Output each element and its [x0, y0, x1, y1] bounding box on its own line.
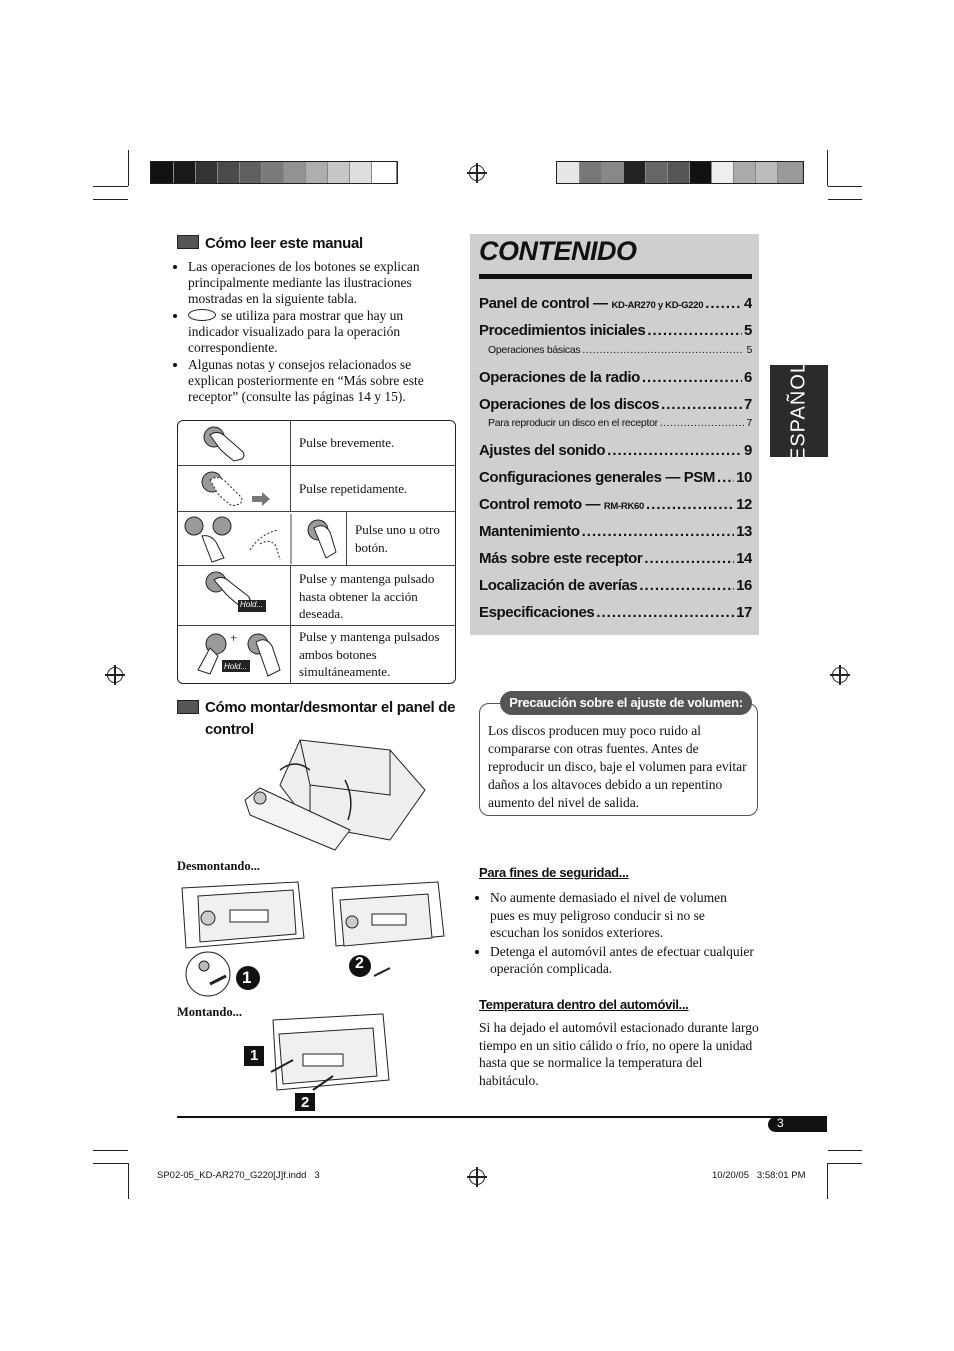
- square-bullet-icon: [177, 700, 199, 714]
- plus-sign: +: [230, 630, 238, 645]
- toc-item[interactable]: Procedimientos iniciales ..... 5: [479, 322, 752, 339]
- list-item: • Algunas notas y consejos relacionados se explican posteriormente en “Más sobre este receptor” (consulte las páginas 14 y 15).: [188, 357, 452, 405]
- registration-mark: [107, 667, 123, 683]
- list-item: • No aumente demasiado el nivel de volumen pues es muy peligroso conducir si no se escuchan los sonidos exteriores.: [490, 889, 754, 942]
- contents-title: CONTENIDO: [479, 236, 637, 266]
- detaching-label: Desmontando...: [177, 859, 260, 873]
- toc-item[interactable]: Operaciones de la radio ..... 6: [479, 369, 752, 386]
- toc-item[interactable]: Más sobre este receptor ..... 14: [479, 550, 752, 567]
- table-row: Hold... Pulse y mantenga pulsado hasta obtener la acción deseada.: [178, 565, 455, 626]
- hold-label: Hold...: [224, 662, 248, 671]
- finger-press-icon: [196, 425, 256, 463]
- control-panel-case-illustration: [240, 730, 430, 858]
- section-heading: Cómo leer este manual: [177, 235, 363, 252]
- toc-item[interactable]: Operaciones de los discos ..... 7: [479, 396, 752, 413]
- safety-list: [479, 889, 754, 979]
- toc-subitem[interactable]: Para reproducir un disco en el receptor ..... 7: [488, 417, 752, 429]
- finger-alternate-press-icon: [180, 514, 345, 564]
- safety-heading: Para fines de seguridad...: [479, 865, 629, 880]
- registration-mark: [469, 1169, 485, 1185]
- attaching-label: Montando...: [177, 1005, 242, 1019]
- toc-item[interactable]: Localización de averías ..... 16: [479, 577, 752, 594]
- step-number-1: 1: [242, 968, 252, 987]
- registration-mark: [832, 667, 848, 683]
- caution-box: [479, 703, 758, 816]
- table-row: Pulse repetidamente.: [178, 465, 455, 512]
- page-number: 3: [777, 1116, 784, 1130]
- color-calibration-bar-left: [150, 161, 398, 184]
- footer-timestamp: 10/20/05 3:58:01 PM: [712, 1170, 806, 1181]
- table-row: + Hold... Pulse y mantenga pulsados ambos botones simultáneamente.: [178, 625, 455, 684]
- finger-repeat-press-icon: [198, 468, 273, 510]
- table-of-contents: [470, 234, 759, 635]
- table-row: Pulse uno u otro botón.: [178, 511, 455, 566]
- toc-item[interactable]: Configuraciones generales — PSM ..... 10: [479, 469, 752, 486]
- step-number-2: 2: [301, 1094, 310, 1111]
- color-calibration-bar-right: [556, 161, 804, 184]
- language-tab: ESPAÑOL: [770, 365, 828, 457]
- square-bullet-icon: [177, 235, 199, 249]
- step-number-1: 1: [250, 1047, 259, 1064]
- list-item: • se utiliza para mostrar que hay un indicador visualizado para la operación correspondiente.: [188, 308, 452, 356]
- button-operation-table: [177, 420, 456, 684]
- section-heading: Cómo montar/desmontar el panel de control: [177, 697, 457, 741]
- how-to-read-list: [177, 259, 452, 406]
- caution-text: Los discos producen muy poco ruido al compararse con otras fuentes. Antes de reproducir un disco, baje el volumen para evitar daños a los altavoces debido a un repentino aumento del nivel de salida.: [488, 723, 747, 810]
- temperature-text: Si ha dejado el automóvil estacionado durante largo tiempo en un sitio cálido o frío, no opere la unidad hasta que se normalice la temperatura del habitáculo.: [479, 1020, 759, 1088]
- table-row: Pulse brevemente.: [178, 421, 455, 465]
- toc-item[interactable]: Control remoto — RM-RK60 ..... 12: [479, 496, 752, 513]
- footer-filename: SP02-05_KD-AR270_G220[J]f.indd 3: [157, 1170, 320, 1181]
- step-number-2: 2: [355, 955, 364, 972]
- toc-item[interactable]: Panel de control — KD-AR270 y KD-G220 ..... 4: [479, 295, 752, 312]
- list-item: • Detenga el automóvil antes de efectuar cualquier operación complicada.: [490, 943, 754, 978]
- list-item: • Las operaciones de los botones se explican principalmente mediante las ilustraciones mostradas en la siguiente tabla.: [188, 259, 452, 307]
- temperature-heading: Temperatura dentro del automóvil...: [479, 997, 689, 1012]
- indicator-oval-icon: [188, 309, 216, 321]
- toc-item[interactable]: Mantenimiento ..... 13: [479, 523, 752, 540]
- detaching-step-2-illustration: [328, 880, 450, 988]
- title-rule: [479, 274, 752, 279]
- attaching-illustration: [243, 1010, 393, 1112]
- toc-item[interactable]: Especificaciones ..... 17: [479, 604, 752, 621]
- registration-mark: [469, 165, 485, 181]
- finger-hold-icon: [200, 570, 270, 624]
- page-number-tab: [768, 1117, 827, 1132]
- toc-item[interactable]: Ajustes del sonido ..... 9: [479, 442, 752, 459]
- hold-label: Hold...: [240, 600, 264, 609]
- footer-rule: [177, 1116, 827, 1118]
- toc-subitem[interactable]: Operaciones básicas ..... 5: [488, 344, 752, 356]
- caution-label: Precaución sobre el ajuste de volumen:: [500, 691, 752, 715]
